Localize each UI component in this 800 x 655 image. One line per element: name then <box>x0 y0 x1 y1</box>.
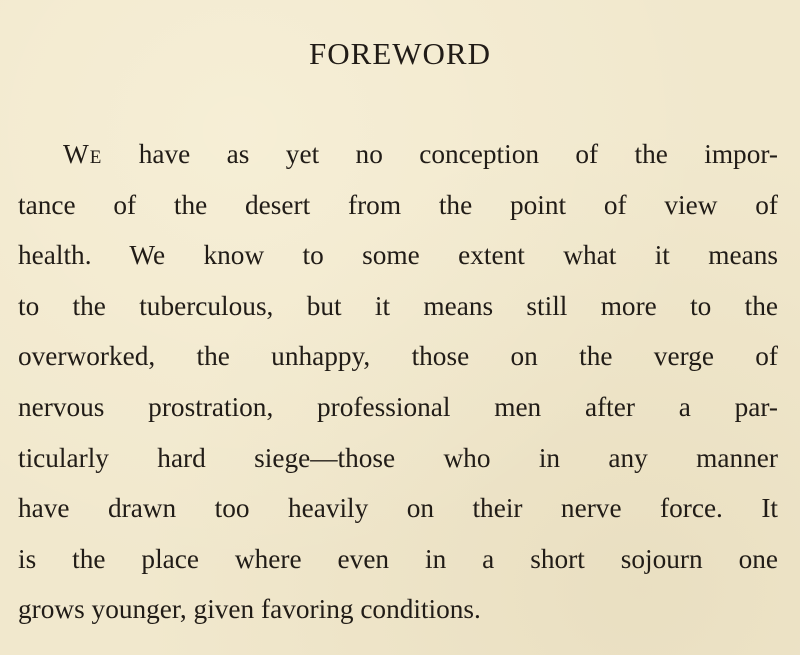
line-text: have as yet no conception of the impor- <box>102 139 778 169</box>
page-heading: FOREWORD <box>309 36 491 71</box>
paragraph-line-2: tance of the desert from the point of view of <box>18 189 778 220</box>
paragraph-line-10: grows younger, given favoring conditions. <box>18 594 481 625</box>
paragraph-line-1 <box>18 129 778 180</box>
foreword-paragraph <box>18 129 778 635</box>
paragraph-line-8: have drawn too heavily on their nerve force. It <box>18 493 778 524</box>
paragraph-line-5: overworked, the unhappy, those on the verge of <box>18 341 778 372</box>
drop-word: We <box>63 139 103 169</box>
paragraph-line-9: is the place where even in a short sojourn one <box>18 543 778 574</box>
paragraph-line-4: to the tuberculous, but it means still more to the <box>18 290 778 321</box>
paragraph-line-3: health. We know to some extent what it means <box>18 240 778 271</box>
paragraph-line-6: nervous prostration, professional men after a par- <box>18 391 778 422</box>
paragraph-line-7: ticularly hard siege—those who in any manner <box>18 442 778 473</box>
